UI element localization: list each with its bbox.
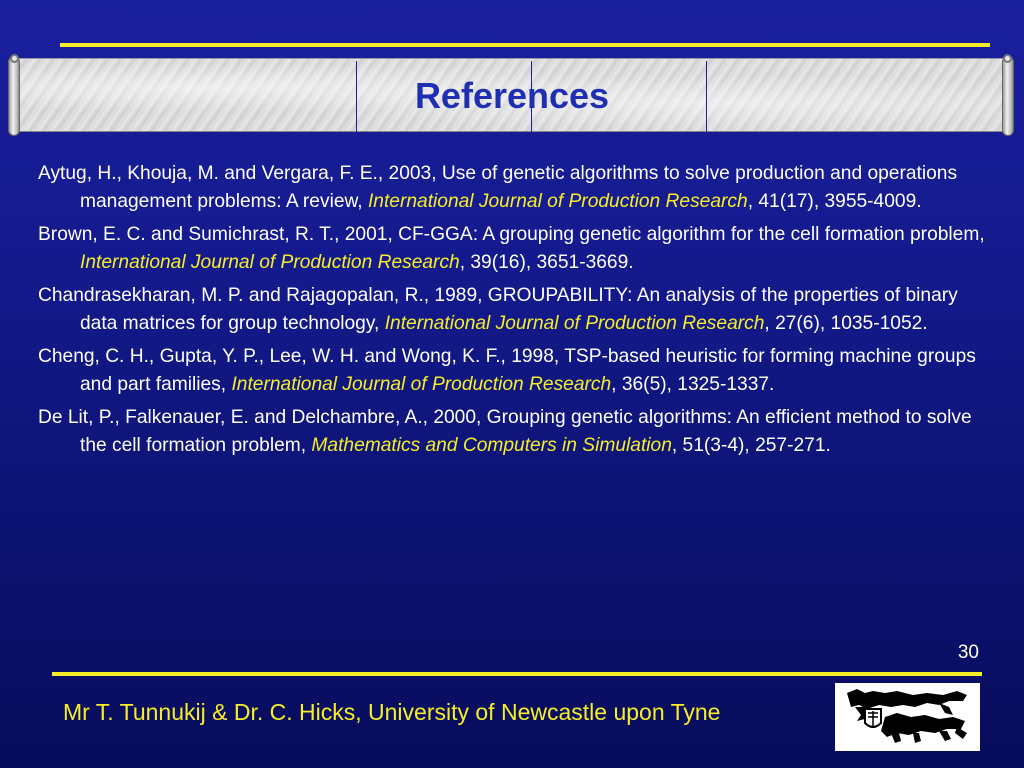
reference-citation: , 27(6), 1035-1052.: [764, 312, 928, 334]
reference-journal: Mathematics and Computers in Simulation: [311, 434, 672, 456]
reference-item: [38, 221, 993, 276]
scroll-curl-left-icon: [10, 54, 19, 63]
reference-list: [38, 160, 993, 465]
reference-journal: International Journal of Production Research: [231, 373, 612, 395]
page-number: 30: [957, 642, 979, 663]
reference-text: Brown, E. C. and Sumichrast, R. T., 2001, CF-GGA: A grouping genetic algorithm for the cell formation problem,: [38, 224, 985, 245]
reference-journal: International Journal of Production Research: [367, 190, 748, 212]
reference-journal: International Journal of Production Research: [384, 312, 765, 334]
reference-journal: International Journal of Production Research: [80, 251, 460, 273]
reference-citation: , 36(5), 1325-1337.: [611, 373, 775, 395]
reference-citation: , 41(17), 3955-4009.: [747, 190, 922, 212]
reference-citation: , 51(3-4), 257-271.: [671, 434, 831, 456]
reference-text: Chandrasekharan, M. P. and Rajagopalan, R., 1989, GROUPABILITY: An analysis of the properties of binary data matrices for group technology,: [38, 285, 958, 334]
top-divider: [60, 43, 990, 47]
reference-item: [38, 404, 993, 459]
reference-citation: , 39(16), 3651-3669.: [459, 251, 634, 273]
reference-item: [38, 343, 993, 398]
reference-item: [38, 282, 993, 337]
scroll-curl-right-icon: [1003, 54, 1012, 63]
reference-text: Cheng, C. H., Gupta, Y. P., Lee, W. H. and Wong, K. F., 1998, TSP-based heuristic for forming machine groups and part families,: [38, 346, 976, 395]
reference-text: Aytug, H., Khouja, M. and Vergara, F. E., 2003, Use of genetic algorithms to solve production and operations management problems: A review,: [38, 163, 958, 212]
reference-item: [38, 160, 993, 215]
university-lion-crest-icon: [835, 683, 980, 751]
reference-text: De Lit, P., Falkenauer, E. and Delchambre, A., 2000, Grouping genetic algorithms: An efficient method to solve the cell formation problem,: [38, 407, 972, 456]
slide-title: References: [414, 75, 610, 116]
footer-credit: Mr T. Tunnukij & Dr. C. Hicks, University of Newcastle upon Tyne: [63, 699, 721, 725]
bottom-divider: [52, 672, 982, 676]
